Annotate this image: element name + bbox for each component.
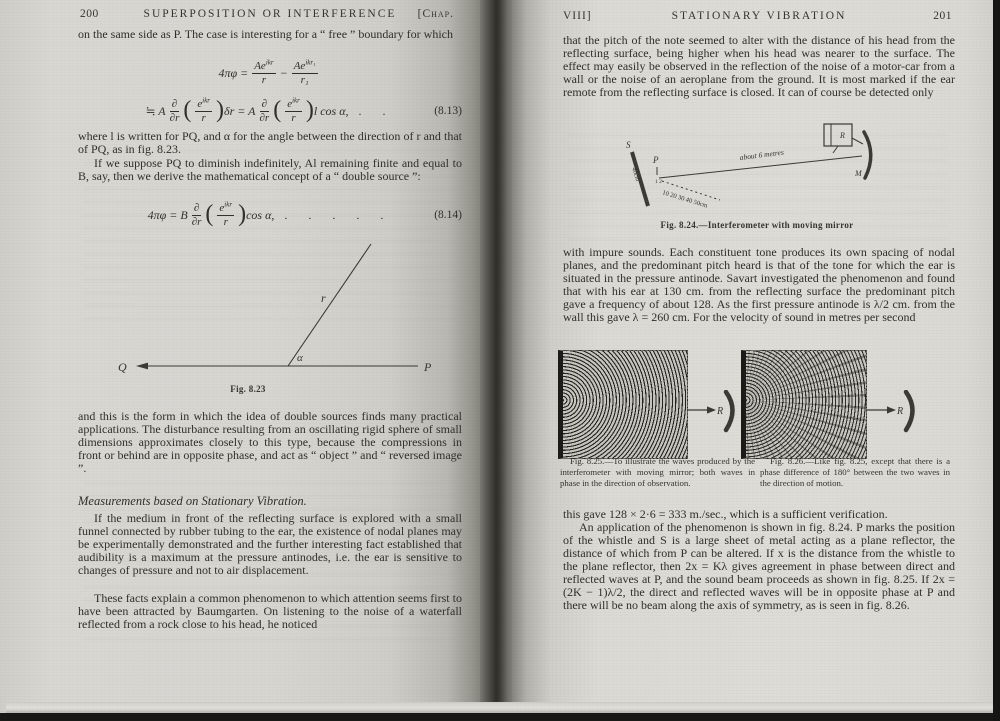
figure-8-26-caption: Fig. 8.26.—Like fig. 8.25, except that there is a phase difference of 180° between the two waves in the direction of motion. bbox=[760, 456, 950, 488]
paragraph: where l is written for PQ, and α for the angle between the direction of r and that of PQ, as in fig. 8.23. bbox=[78, 130, 462, 156]
label-p: P bbox=[424, 360, 432, 374]
arrowhead bbox=[136, 363, 148, 370]
left-page-content bbox=[78, 0, 462, 721]
right-running-title: STATIONARY VIBRATION bbox=[671, 10, 847, 22]
right-page-content bbox=[512, 0, 993, 721]
label-r: R bbox=[840, 131, 845, 140]
label-r: R bbox=[897, 406, 904, 417]
fraction: $\frac{e^{ikr}}{r}$ bbox=[197, 96, 211, 124]
fraction: $\frac{Ae^{ikr_1}}{\text{r₁}}$ bbox=[293, 58, 316, 86]
scale-minor-labels: 1 2 bbox=[655, 179, 662, 185]
figure-8-25-caption: Fig. 8.25.—To illustrate the waves produced by the interferometer with moving mirror; both waves in phase in the direction of observation. bbox=[560, 456, 755, 488]
figure-8-23-caption: Fig. 8.23 bbox=[230, 384, 266, 394]
paragraph: These facts explain a common phenomenon to which attention seems first to have been attracted by Baumgarten. On listening to the noise of a waterfall reflected from a rock close to his head, he noticed bbox=[78, 592, 462, 631]
scale-labels: 10 20 30 40 50cm bbox=[661, 189, 709, 210]
equation-number: (8.14) bbox=[434, 209, 462, 221]
fraction: $\frac{Ae^{ikr}}{r}$ bbox=[254, 58, 274, 86]
equation-8-13-line1 bbox=[78, 56, 462, 90]
partial-derivative: $\frac{\partial}{\partial r}$ bbox=[259, 98, 270, 124]
left-running-title: SUPERPOSITION OR INTERFERENCE bbox=[143, 8, 397, 20]
figure-8-24-caption: Fig. 8.24.—Interferometer with moving mirror bbox=[660, 220, 854, 230]
distance-label: about 6 metres bbox=[739, 147, 785, 162]
paragraph: If we suppose PQ to diminish indefinitely, Al remaining finite and equal to B, say, then we derive the mathematical concept of a “ double source ”: bbox=[78, 157, 462, 183]
label-alpha: α bbox=[297, 352, 303, 364]
label-r: r bbox=[321, 291, 326, 305]
label-m: M bbox=[855, 169, 862, 178]
figure-8-23 bbox=[78, 240, 462, 380]
arrowhead bbox=[887, 406, 896, 413]
dot-leaders: . . bbox=[358, 103, 395, 118]
figure-8-26-reflector bbox=[866, 390, 918, 434]
page-edge-highlight bbox=[6, 702, 993, 713]
figure-8-24 bbox=[612, 118, 912, 218]
arrowhead bbox=[707, 406, 716, 413]
radial-spokes-pattern bbox=[746, 351, 866, 458]
paragraph: with impure sounds. Each constituent tone produces its own spacing of nodal planes, and the predominant pitch heard is that of the tone for which the ear is situated in the pressure antinode. Savart investigated the phenomenon and found that with his ear at 130 cm. from the reflecting surface the predominant pitch gave a frequency of about 128. As the first pressure antinode is λ/2 cm. from the wall this gave λ = 260 cm. For the velocity of sound in metres per second bbox=[563, 246, 955, 324]
scan-right-edge bbox=[993, 0, 1000, 721]
paragraph: on the same side as P. The case is interesting for a “ free ” boundary for which bbox=[78, 28, 453, 41]
label-r: R bbox=[717, 406, 724, 417]
right-page-number: 201 bbox=[933, 10, 952, 22]
right-page bbox=[512, 0, 993, 721]
figure-8-26-photo bbox=[741, 350, 867, 459]
paragraph: An application of the phenomenon is shown in fig. 8.24. P marks the position of the whistle and S is a large sheet of metal acting as a plane reflector, the distance of which from P can be altered. If x is the distance from the whistle to the plane reflector, then 2x = Kλ gives agreement in phase between direct and reflected waves at P, and the sound beam proceeds as shown in fig. 8.25. If 2x = (2K − 1)λ/2, the direct and reflected waves will be in opposite phase at P and there will be no beam along the axis of symmetry, as is seen in fig. 8.26. bbox=[563, 521, 955, 612]
equation-number: (8.13) bbox=[434, 105, 462, 117]
fraction: $\frac{e^{ikr}}{r}$ bbox=[287, 96, 300, 124]
left-chapter-mark: [Chap. bbox=[417, 8, 454, 20]
left-page bbox=[0, 0, 486, 721]
paragraph: If the medium in front of the reflecting surface is explored with a small funnel connected by rubber tubing to the ear, the existence of nodal planes may be experimentally demonstrated and the further interesting fact established that audibility is a maximum at the pressure antinodes, i.e. the ear is sensitive to changes of pressure and not to air displacement. bbox=[78, 512, 462, 577]
eq-tail: l cos α, bbox=[313, 103, 349, 118]
paragraph: that the pitch of the note seemed to alter with the distance of his head from the reflecting surface, being higher when his head was nearer to the surface. The effect may easily be observed in the reflection of the noise of a motor-car from a wall or the noise of an aeroplane from the ground. It is most marked if the ear remote from the reflecting surface is closed. It can of course be detected only bbox=[563, 34, 955, 99]
partial-derivative: $\frac{\partial}{\partial r}$ bbox=[169, 98, 180, 124]
equation-8-14: 4πφ = B $\frac{\partial}{\partial r}$ ( $\frac{e^{ikr}}{r}$ ) cos α, . . . . . (8.14) bbox=[147, 200, 462, 228]
fraction: $\frac{e^{ikr}}{r}$ bbox=[219, 200, 233, 228]
eq-lhs: 4πφ = B bbox=[147, 207, 188, 222]
equation-8-13-line2: ≒ A $\frac{\partial}{\partial r}$ ( $\frac{e^{ikr}}{r}$ ) δr = A $\frac{\partial}{\partial r}$ ( $\frac{e^{ikr}}{r}$ ) l cos α, . . (8.13) bbox=[145, 96, 462, 124]
minus-sign: − bbox=[279, 65, 288, 80]
figure-8-25-reflector bbox=[686, 390, 738, 434]
left-page-number: 200 bbox=[80, 8, 99, 20]
book-spine bbox=[480, 0, 514, 721]
partial-derivative: $\frac{\partial}{\partial r}$ bbox=[191, 202, 202, 228]
figure-8-25-photo bbox=[558, 350, 688, 459]
section-heading: Measurements based on Stationary Vibration. bbox=[78, 494, 307, 508]
approx-symbol: ≒ A bbox=[145, 103, 166, 118]
right-chapter-mark: VIII] bbox=[563, 10, 592, 22]
dot-leaders: . . . . . bbox=[284, 207, 393, 222]
paragraph: and this is the form in which the idea of double sources finds many practical applications. The disturbance resulting from an oscillating rigid sphere of small dimensions approximates closely to this type, because the compressions in front or behind are in opposite phase, and act as “ object ” and “ reversed image ”. bbox=[78, 410, 462, 475]
eq-lhs: 4πφ = bbox=[218, 65, 249, 80]
eq-middle: δr = A bbox=[224, 103, 256, 118]
label-q: Q bbox=[118, 360, 127, 374]
paragraph: this gave 128 × 2·6 = 333 m./sec., which is a sufficient verification. bbox=[563, 508, 888, 521]
label-p: P bbox=[653, 155, 659, 165]
bar-dimension-label: 40cm bbox=[630, 166, 642, 183]
label-s: S bbox=[626, 140, 631, 150]
scan-bottom-edge bbox=[0, 713, 1000, 721]
eq-tail: cos α, bbox=[246, 207, 275, 222]
